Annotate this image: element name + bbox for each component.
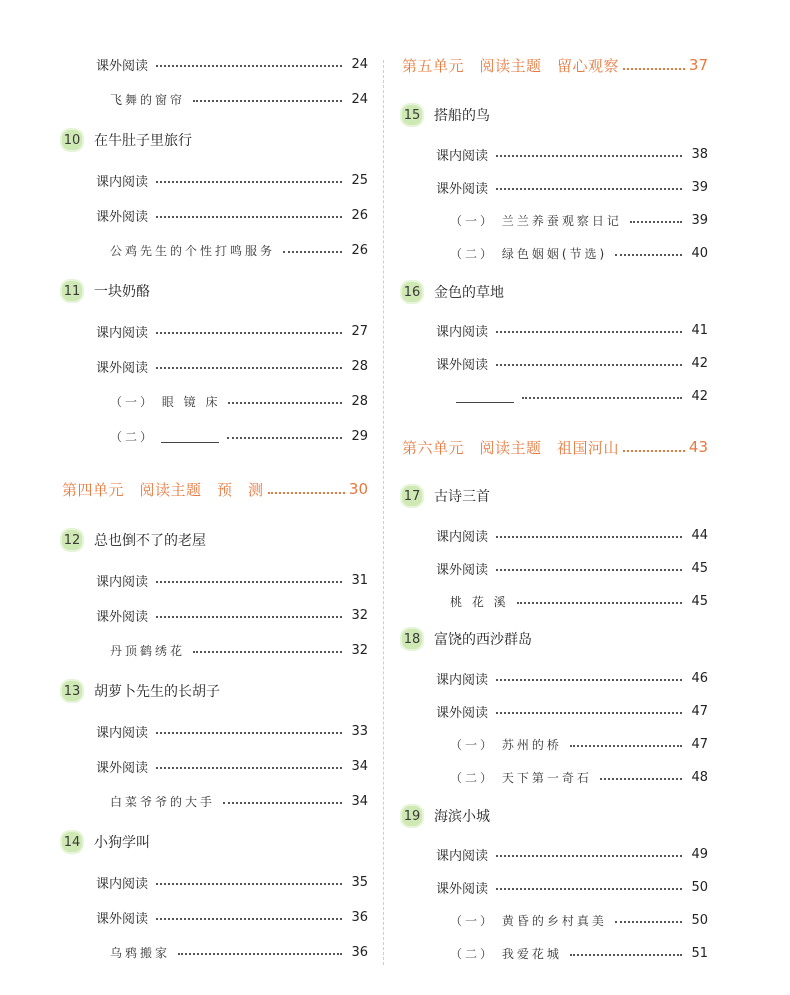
entry-label: 课外阅读 — [436, 357, 489, 373]
subentry-label: 乌鸦搬家 — [110, 945, 171, 960]
lesson-heading[interactable] — [62, 129, 368, 151]
entry-label: 课内阅读 — [96, 325, 149, 341]
page-number: 46 — [691, 670, 708, 686]
leader-dots — [156, 581, 342, 583]
toc-subentry[interactable] — [62, 941, 368, 963]
toc-entry[interactable] — [402, 843, 708, 865]
page-number: 26 — [351, 207, 368, 223]
page-number: 36 — [351, 944, 368, 960]
leader-dots — [496, 155, 682, 157]
unit-heading[interactable] — [62, 478, 368, 500]
unit-title: 第四单元 阅读主题 预 测 — [62, 480, 264, 499]
toc-entry[interactable] — [62, 204, 368, 226]
entry-label: 课外阅读 — [436, 881, 489, 897]
page-number: 38 — [691, 146, 708, 162]
page-number: 29 — [351, 428, 368, 444]
entry-label: 课外阅读 — [96, 609, 149, 625]
toc-subentry[interactable] — [62, 639, 368, 661]
toc-subentry[interactable] — [402, 942, 708, 964]
leader-dots — [156, 332, 342, 334]
fill-in-blank[interactable] — [161, 430, 219, 443]
lesson-title: 海滨小城 — [434, 809, 490, 825]
leader-dots — [223, 802, 342, 804]
subentry-label: 公鸡先生的个性打鸣服务 — [110, 243, 276, 258]
toc-subentry[interactable] — [402, 766, 708, 788]
toc-subentry[interactable] — [62, 425, 368, 447]
page-number: 26 — [351, 242, 368, 258]
lesson-title: 一块奶酪 — [94, 284, 150, 300]
leader-dots — [193, 100, 342, 102]
lesson-heading[interactable] — [62, 680, 368, 702]
leader-dots — [156, 616, 342, 618]
leader-dots — [156, 367, 342, 369]
subentry-label: （一） 眼 镜 床 — [110, 394, 221, 409]
page-number: 25 — [351, 172, 368, 188]
unit-title: 第六单元 阅读主题 祖国河山 — [402, 438, 620, 457]
page-number: 45 — [691, 593, 708, 609]
toc-subentry[interactable] — [402, 590, 708, 612]
page-number: 24 — [351, 91, 368, 107]
lesson-heading[interactable] — [402, 281, 708, 303]
toc-subentry[interactable] — [62, 88, 368, 110]
toc-entry[interactable] — [62, 906, 368, 928]
lesson-title: 搭船的鸟 — [434, 108, 490, 124]
leader-dots — [496, 569, 682, 571]
leader-dots — [630, 221, 682, 223]
subentry-label: （二） 天下第一奇石 — [450, 770, 592, 785]
entry-label: 课内阅读 — [436, 848, 489, 864]
leader-dots — [496, 188, 682, 190]
lesson-title: 古诗三首 — [434, 489, 490, 505]
page-number: 50 — [691, 879, 708, 895]
lesson-number-badge: 12 — [62, 530, 82, 550]
entry-label: 课外阅读 — [96, 58, 149, 74]
entry-label: 课外阅读 — [436, 562, 489, 578]
page-number: 34 — [351, 758, 368, 774]
toc-entry[interactable] — [62, 871, 368, 893]
unit-title: 第五单元 阅读主题 留心观察 — [402, 56, 620, 75]
fill-in-blank[interactable] — [456, 390, 514, 403]
leader-dots — [496, 679, 682, 681]
lesson-number-badge: 11 — [62, 281, 82, 301]
page-number: 32 — [351, 642, 368, 658]
page-number: 39 — [691, 212, 708, 228]
subentry-label: 丹顶鹤绣花 — [110, 643, 186, 658]
toc-entry[interactable] — [402, 700, 708, 722]
page-number: 49 — [691, 846, 708, 862]
toc-subentry[interactable] — [62, 790, 368, 812]
page-number: 41 — [691, 322, 708, 338]
entry-label: 课内阅读 — [96, 725, 149, 741]
toc-entry[interactable] — [62, 53, 368, 75]
page-number: 36 — [351, 909, 368, 925]
leader-dots — [623, 450, 685, 452]
toc-entry[interactable] — [62, 755, 368, 777]
toc-subentry[interactable] — [402, 909, 708, 931]
lesson-number-badge: 13 — [62, 681, 82, 701]
entry-label: 课内阅读 — [436, 529, 489, 545]
entry-label: 课外阅读 — [436, 181, 489, 197]
lesson-title: 富饶的西沙群岛 — [434, 632, 532, 648]
leader-dots — [156, 918, 342, 920]
toc-entry[interactable] — [402, 176, 708, 198]
leader-dots — [156, 181, 342, 183]
page-number: 48 — [691, 769, 708, 785]
leader-dots — [156, 767, 342, 769]
leader-dots — [496, 888, 682, 890]
page-number: 32 — [351, 607, 368, 623]
leader-dots — [228, 402, 342, 404]
lesson-number-badge: 10 — [62, 130, 82, 150]
lesson-heading[interactable] — [62, 831, 368, 853]
leader-dots — [623, 68, 685, 70]
lesson-title: 总也倒不了的老屋 — [94, 533, 206, 549]
toc-subentry[interactable] — [402, 385, 708, 407]
page-number: 43 — [688, 438, 708, 456]
entry-label: 课内阅读 — [96, 876, 149, 892]
leader-dots — [496, 855, 682, 857]
entry-label: 课内阅读 — [436, 324, 489, 340]
leader-dots — [156, 65, 342, 67]
subentry-label: （二） 绿色姻姻(节选) — [450, 246, 608, 261]
entry-label: 课外阅读 — [96, 760, 149, 776]
toc-entry[interactable] — [402, 876, 708, 898]
lesson-title: 在牛肚子里旅行 — [94, 133, 192, 149]
subentry-label: （二） 我爱花城 — [450, 946, 562, 961]
leader-dots — [496, 331, 682, 333]
lesson-number-badge: 19 — [402, 806, 422, 826]
toc-subentry[interactable] — [402, 733, 708, 755]
subentry-label: （一） 苏州的桥 — [450, 737, 562, 752]
lesson-heading[interactable] — [62, 280, 368, 302]
toc-subentry[interactable] — [402, 209, 708, 231]
entry-label: 课外阅读 — [436, 705, 489, 721]
leader-dots — [496, 712, 682, 714]
page-number: 47 — [691, 736, 708, 752]
leader-dots — [227, 437, 342, 439]
page-number: 28 — [351, 393, 368, 409]
toc-entry[interactable] — [402, 667, 708, 689]
entry-label: 课外阅读 — [96, 209, 149, 225]
entry-label: 课内阅读 — [436, 672, 489, 688]
toc-entry[interactable] — [62, 720, 368, 742]
toc-subentry[interactable] — [62, 390, 368, 412]
leader-dots — [615, 921, 682, 923]
lesson-number-badge: 18 — [402, 629, 422, 649]
toc-entry[interactable] — [402, 319, 708, 341]
page-number: 39 — [691, 179, 708, 195]
entry-label: 课外阅读 — [96, 360, 149, 376]
subentry-label: （一） 黄昏的乡村真美 — [450, 913, 607, 928]
leader-dots — [570, 745, 682, 747]
lesson-heading[interactable] — [402, 628, 708, 650]
toc-entry[interactable] — [402, 557, 708, 579]
toc-entry[interactable] — [62, 169, 368, 191]
lesson-heading[interactable] — [402, 104, 708, 126]
page-number: 40 — [691, 245, 708, 261]
leader-dots — [600, 778, 682, 780]
toc-entry[interactable] — [402, 524, 708, 546]
subentry-label: （一） 兰兰养蚕观察日记 — [450, 213, 622, 228]
lesson-number-badge: 15 — [402, 105, 422, 125]
unit-heading[interactable] — [402, 54, 708, 76]
page-number: 30 — [348, 480, 368, 498]
subentry-label: 飞舞的窗帘 — [110, 92, 186, 107]
toc-entry[interactable] — [62, 320, 368, 342]
page-number: 34 — [351, 793, 368, 809]
leader-dots — [496, 364, 682, 366]
lesson-title: 小狗学叫 — [94, 835, 150, 851]
leader-dots — [156, 732, 342, 734]
page-number: 37 — [688, 56, 708, 74]
lesson-number-badge: 17 — [402, 486, 422, 506]
leader-dots — [156, 883, 342, 885]
toc-subentry[interactable] — [62, 239, 368, 261]
leader-dots — [283, 251, 342, 253]
page-number: 44 — [691, 527, 708, 543]
page-number: 35 — [351, 874, 368, 890]
leader-dots — [496, 536, 682, 538]
toc-entry[interactable] — [62, 604, 368, 626]
subentry-label: 桃 花 溪 — [450, 594, 509, 609]
subentry-label: （二） — [110, 429, 156, 444]
leader-dots — [522, 397, 682, 399]
entry-label: 课外阅读 — [96, 911, 149, 927]
toc-entry[interactable] — [62, 355, 368, 377]
entry-label: 课内阅读 — [96, 174, 149, 190]
lesson-heading[interactable] — [402, 805, 708, 827]
entry-label: 课内阅读 — [96, 574, 149, 590]
leader-dots — [178, 953, 342, 955]
leader-dots — [156, 216, 342, 218]
page-number: 28 — [351, 358, 368, 374]
page-number: 45 — [691, 560, 708, 576]
page-number: 47 — [691, 703, 708, 719]
page-number: 33 — [351, 723, 368, 739]
leader-dots — [570, 954, 682, 956]
toc-subentry[interactable] — [402, 242, 708, 264]
entry-label: 课内阅读 — [436, 148, 489, 164]
lesson-number-badge: 16 — [402, 282, 422, 302]
leader-dots — [193, 651, 342, 653]
leader-dots — [517, 602, 682, 604]
page-number: 42 — [691, 388, 708, 404]
toc-entry[interactable] — [62, 569, 368, 591]
page-number: 51 — [691, 945, 708, 961]
lesson-heading[interactable] — [62, 529, 368, 551]
leader-dots — [615, 254, 682, 256]
toc-entry[interactable] — [402, 143, 708, 165]
page-number: 31 — [351, 572, 368, 588]
page-number: 42 — [691, 355, 708, 371]
lesson-heading[interactable] — [402, 485, 708, 507]
page-number: 24 — [351, 56, 368, 72]
toc-entry[interactable] — [402, 352, 708, 374]
unit-heading[interactable] — [402, 436, 708, 458]
column-divider — [383, 60, 384, 965]
page-number: 50 — [691, 912, 708, 928]
lesson-title: 胡萝卜先生的长胡子 — [94, 684, 220, 700]
lesson-title: 金色的草地 — [434, 285, 504, 301]
subentry-label: 白菜爷爷的大手 — [110, 794, 216, 809]
leader-dots — [268, 492, 345, 494]
page-number: 27 — [351, 323, 368, 339]
lesson-number-badge: 14 — [62, 832, 82, 852]
